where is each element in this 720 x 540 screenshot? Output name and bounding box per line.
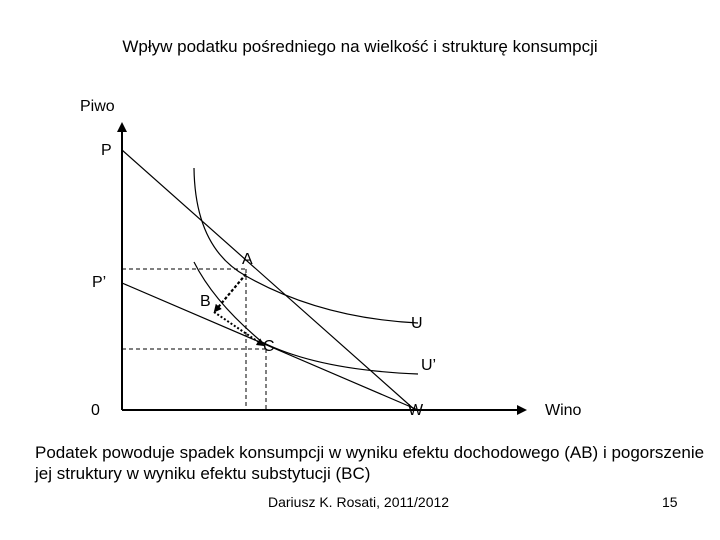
x-axis-label: Wino <box>545 402 582 419</box>
income-effect-arrow-ab <box>215 274 246 311</box>
y-axis-label: Piwo <box>80 98 115 115</box>
slide-title: Wpływ podatku pośredniego na wielkość i strukturę konsumpcji <box>122 37 598 56</box>
page-number: 15 <box>662 494 678 510</box>
slide-caption: Podatek powoduje spadek konsumpcji w wyniku efektu dochodowego (AB) i pogorszenie jej struktury w wyniku efektu substytucji (BC) <box>35 443 705 483</box>
footer-author: Dariusz K. Rosati, 2011/2012 <box>268 494 450 510</box>
label-p-prime: P’ <box>92 274 107 291</box>
label-u: U <box>411 315 423 332</box>
label-a: A <box>242 251 253 268</box>
indifference-curve-u-prime <box>194 262 418 374</box>
label-b: B <box>200 293 211 310</box>
label-u-prime: U’ <box>421 357 437 374</box>
label-origin: 0 <box>91 402 100 419</box>
label-p: P <box>101 142 112 159</box>
indifference-curve-u <box>194 168 418 323</box>
label-c: C <box>263 338 275 355</box>
label-w: W <box>408 402 424 419</box>
